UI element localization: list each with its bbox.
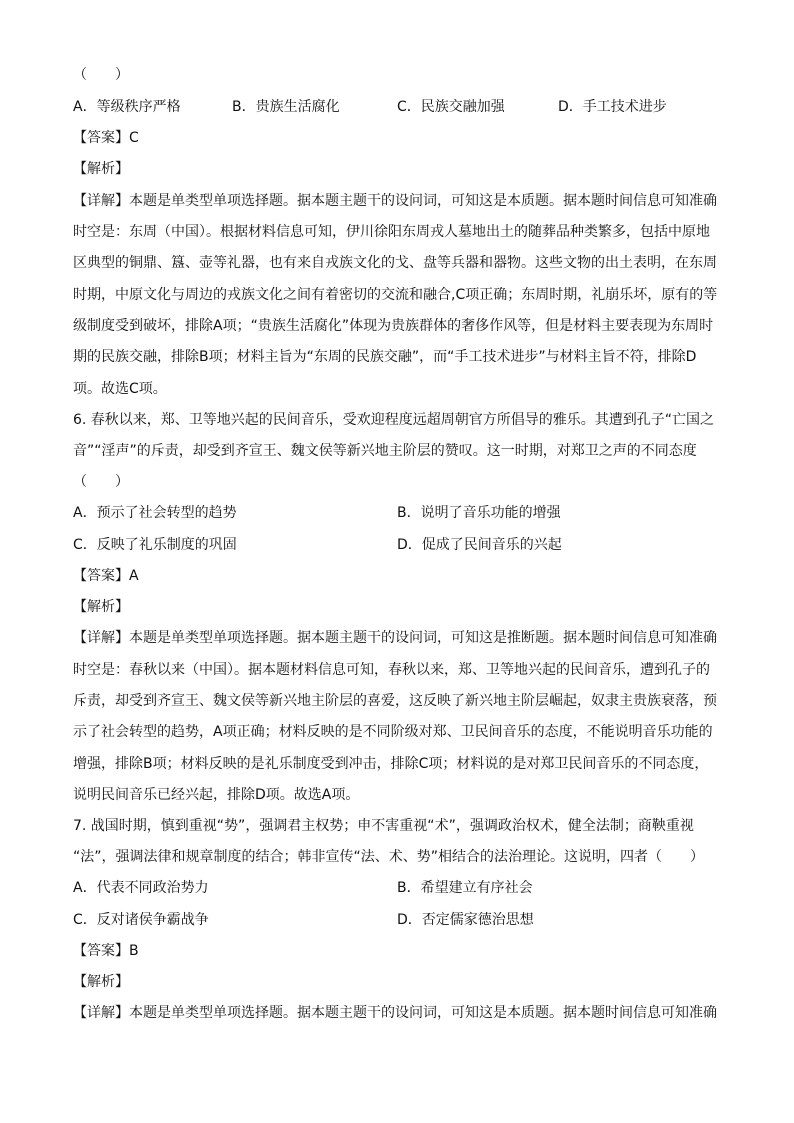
q6-option-b: B．说明了音乐功能的增强 [397,505,561,521]
q6-stem-line: 6. 春秋以来，郑、卫等地兴起的民间音乐，受欢迎程度远超周朝官方所倡导的雅乐。其遭到孔子“亡国之 [73,412,715,428]
q6-detail-line: 【详解】本题是单类型单项选择题。据本题主题干的设问词，可知这是推断题。据本题时间信息可知准确 [73,630,717,646]
prev-option-c: C．民族交融加强 [397,99,505,115]
q7-option-a: A．代表不同政治势力 [73,880,209,896]
prev-option-d: D．手工技术进步 [558,99,667,115]
q6-stem-line: 音”“淫声”的斥责，却受到齐宣王、魏文侯等新兴地主阶层的赞叹。这一时期，对郑卫之声的不同态度 [73,443,697,459]
q6-option-c: C．反映了礼乐制度的巩固 [73,537,237,553]
prev-detail-line: 期的民族交融，排除B项；材料主旨为“东周的民族交融”，而“手工技术进步”与材料主旨不符，排除D [73,349,697,365]
q7-stem-line: 7. 战国时期，慎到重视“势”，强调君主权势；申不害重视“术”，强调政治权术，健全法制；商鞅重视 [73,818,694,834]
prev-detail-line: 【详解】本题是单类型单项选择题。据本题主题干的设问词，可知这是本质题。据本题时间信息可知准确 [73,193,717,209]
prev-detail-line: 区典型的铜鼎、簋、壶等礼器，也有来自戎族文化的戈、盘等兵器和器物。这些文物的出土表明，在东周 [73,255,717,271]
prev-answer: 【答案】C [73,130,139,146]
q7-answer: 【答案】B [73,943,139,959]
q7-option-d: D．否定儒家德治思想 [397,912,534,928]
q6-answer: 【答案】A [73,568,139,584]
q7-option-c: C．反对诸侯争霸战争 [73,912,209,928]
q7-stem-line: “法”，强调法律和规章制度的结合；韩非宣传“法、术、势”相结合的法治理论。这说明，四者（ ） [73,849,705,865]
q6-option-a: A．预示了社会转型的趋势 [73,505,237,521]
q6-stem-line: （ ） [73,474,129,490]
prev-analysis-label: 【解析】 [73,161,129,177]
prev-detail-line: 项。故选C项。 [73,381,167,397]
prev-detail-line: 时期，中原文化与周边的戎族文化之间有着密切的交流和融合,C项正确；东周时期，礼崩乐坏，原有的等 [73,287,718,303]
q7-analysis-label: 【解析】 [73,974,129,990]
q6-option-d: D．促成了民间音乐的兴起 [397,537,562,553]
q6-detail-line: 斥责，却受到齐宣王、魏文侯等新兴地主阶层的喜爱，这反映了新兴地主阶层崛起，奴隶主贵族衰落，预 [73,693,717,709]
q6-detail-line: 增强，排除B项；材料反映的是礼乐制度受到冲击，排除C项；材料说的是对郑卫民间音乐的不同态度， [73,756,709,772]
prev-detail-line: 时空是：东周（中国）。根据材料信息可知，伊川徐阳东周戎人墓地出土的随葬品种类繁多，包括中原地 [73,224,710,240]
q7-detail-line: 【详解】本题是单类型单项选择题。据本题主题干的设问词，可知这是本质题。据本题时间信息可知准确 [73,1005,717,1021]
q6-analysis-label: 【解析】 [73,599,129,615]
prev-detail-line: 级制度受到破坏，排除A项；“贵族生活腐化”体现为贵族群体的奢侈作风等，但是材料主要表现为东周时 [73,318,714,334]
q6-detail-line: 说明民间音乐已经兴起，排除D项。故选A项。 [73,787,360,803]
q7-option-b: B．希望建立有序社会 [397,880,533,896]
prev-paren: （ ） [73,67,129,83]
prev-option-b: B．贵族生活腐化 [232,99,340,115]
q6-detail-line: 示了社会转型的趋势，A项正确；材料反映的是不同阶级对郑、卫民间音乐的态度，不能说明音乐功能的 [73,724,713,740]
q6-detail-line: 时空是：春秋以来（中国）。据本题材料信息可知，春秋以来，郑、卫等地兴起的民间音乐，遭到孔子的 [73,662,710,678]
prev-option-a: A．等级秩序严格 [73,99,181,115]
